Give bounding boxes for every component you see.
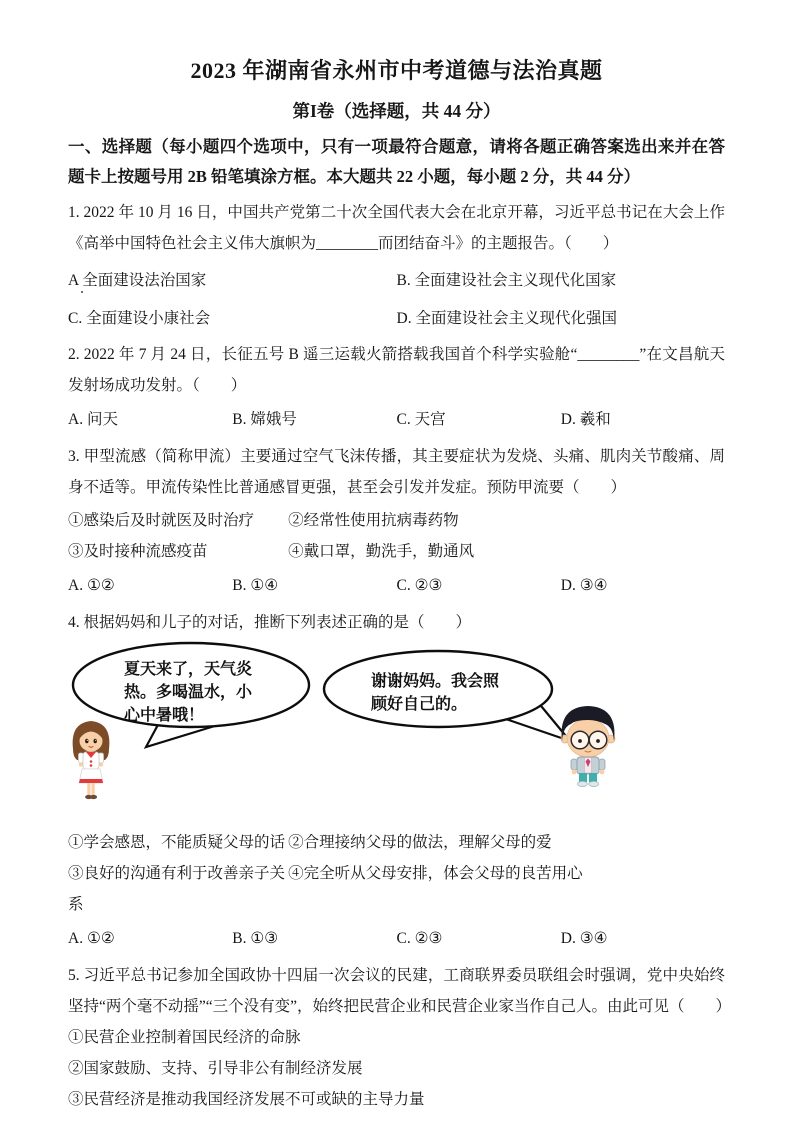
question-2-option-d: D. 羲和 bbox=[560, 411, 611, 428]
question-1-stem: 1. 2022 年 10 月 16 日，中国共产党第二十次全国代表大会在北京开幕，习近平总书记在大会上作《高举中国特色社会主义伟大旗帜为________而团结奋斗》的主题报告。（ ） bbox=[68, 204, 725, 252]
question-3-statements bbox=[68, 505, 725, 567]
question-2-option-c: C. 天宫 bbox=[396, 411, 446, 428]
question-1-option-c: C. 全面建设小康社会 bbox=[68, 310, 211, 327]
question-4-option-c: C. ②③ bbox=[396, 930, 443, 947]
question-3-statement-3: ③及时接种流感疫苗 bbox=[68, 543, 208, 560]
question-2-option-b: B. 嫦娥号 bbox=[232, 411, 297, 428]
question-5-statement-2: ②国家鼓励、支持、引导非公有制经济发展 bbox=[68, 1060, 363, 1077]
son-character-illustration bbox=[555, 701, 621, 789]
question-3-option-c: C. ②③ bbox=[396, 577, 443, 594]
page-title: 2023 年湖南省永州市中考道德与法治真题 bbox=[190, 58, 603, 83]
question-4-cartoon bbox=[68, 641, 725, 825]
question-3-statement-1: ①感染后及时就医及时治疗 bbox=[68, 512, 255, 529]
question-4-stem: 4. 根据妈妈和儿子的对话，推断下列表述正确的是（ ） bbox=[68, 614, 472, 631]
question-5-stem: 5. 习近平总书记参加全国政协十四届一次会议的民建，工商联界委员联组会时强调，党中央始终坚持“两个毫不动摇”“三个没有变”，始终把民营企业和民营企业家当作自己人。由此可见（ ） bbox=[68, 967, 732, 1015]
question-4-options bbox=[68, 923, 725, 955]
question-1-option-a-label: A 全面建设法治国家 bbox=[68, 272, 207, 289]
question-4-option-a: A. ①② bbox=[68, 930, 115, 947]
question-2-stem: 2. 2022 年 7 月 24 日，长征五号 B 遥三运载火箭搭载我国首个科学实验舱“________”在文昌航天发射场成功发射。（ ） bbox=[68, 346, 725, 394]
volume-heading: 第I卷（选择题，共 44 分） bbox=[292, 101, 501, 121]
question-4-statement-3: ③良好的沟通有利于改善亲子关系 bbox=[68, 865, 286, 913]
question-2-option-a: A. 问天 bbox=[68, 411, 118, 428]
question-4-statement-2: ②合理接纳父母的做法，理解父母的爱 bbox=[288, 834, 552, 851]
question-4-option-b: B. ①③ bbox=[232, 930, 279, 947]
son-bubble-text: 谢谢妈妈。我会照顾好自己的。 bbox=[371, 673, 500, 713]
question-5-statement-3: ③民营经济是推动我国经济发展不可或缺的主导力量 bbox=[68, 1091, 425, 1108]
stray-period-artifact bbox=[81, 291, 83, 293]
question-4-statement-4: ④完全听从父母安排，体会父母的良苦用心 bbox=[288, 865, 583, 882]
question-5-statement-1: ①民营企业控制着国民经济的命脉 bbox=[68, 1029, 301, 1046]
question-3-option-b: B. ①④ bbox=[232, 577, 279, 594]
mom-character-illustration bbox=[68, 715, 114, 807]
section-heading: 一、选择题（每小题四个选项中，只有一项最符合题意，请将各题正确答案选出来并在答题卡上按题号用 2B 铅笔填涂方框。本大题共 22 小题，每小题 2 分，共 44 分） bbox=[68, 137, 725, 186]
question-3-option-a: A. ①② bbox=[68, 577, 115, 594]
question-3-option-d: D. ③④ bbox=[560, 577, 608, 594]
question-1-option-b: B. 全面建设社会主义现代化国家 bbox=[396, 272, 617, 289]
question-1-option-d: D. 全面建设社会主义现代化强国 bbox=[396, 310, 617, 327]
question-4-statement-1: ①学会感恩，不能质疑父母的话 bbox=[68, 834, 286, 851]
question-4-option-d: D. ③④ bbox=[560, 930, 608, 947]
question-4-statements bbox=[68, 827, 725, 920]
question-1-option-a bbox=[68, 266, 397, 296]
question-2-options bbox=[68, 404, 725, 436]
question-1-options bbox=[68, 266, 725, 334]
question-3-options bbox=[68, 570, 725, 602]
question-3-statement-2: ②经常性使用抗病毒药物 bbox=[288, 512, 459, 529]
question-3-statement-4: ④戴口罩，勤洗手，勤通风 bbox=[288, 543, 475, 560]
question-5-statements bbox=[68, 1022, 725, 1115]
question-3-stem: 3. 甲型流感（简称甲流）主要通过空气飞沫传播，其主要症状为发烧、头痛、肌肉关节酸痛、周身不适等。甲流传染性比普通感冒更强，甚至会引发并发症。预防甲流要（ ） bbox=[68, 448, 725, 496]
mom-bubble-text: 夏天来了，天气炎热。多喝温水，小心中暑哦！ bbox=[124, 661, 253, 724]
